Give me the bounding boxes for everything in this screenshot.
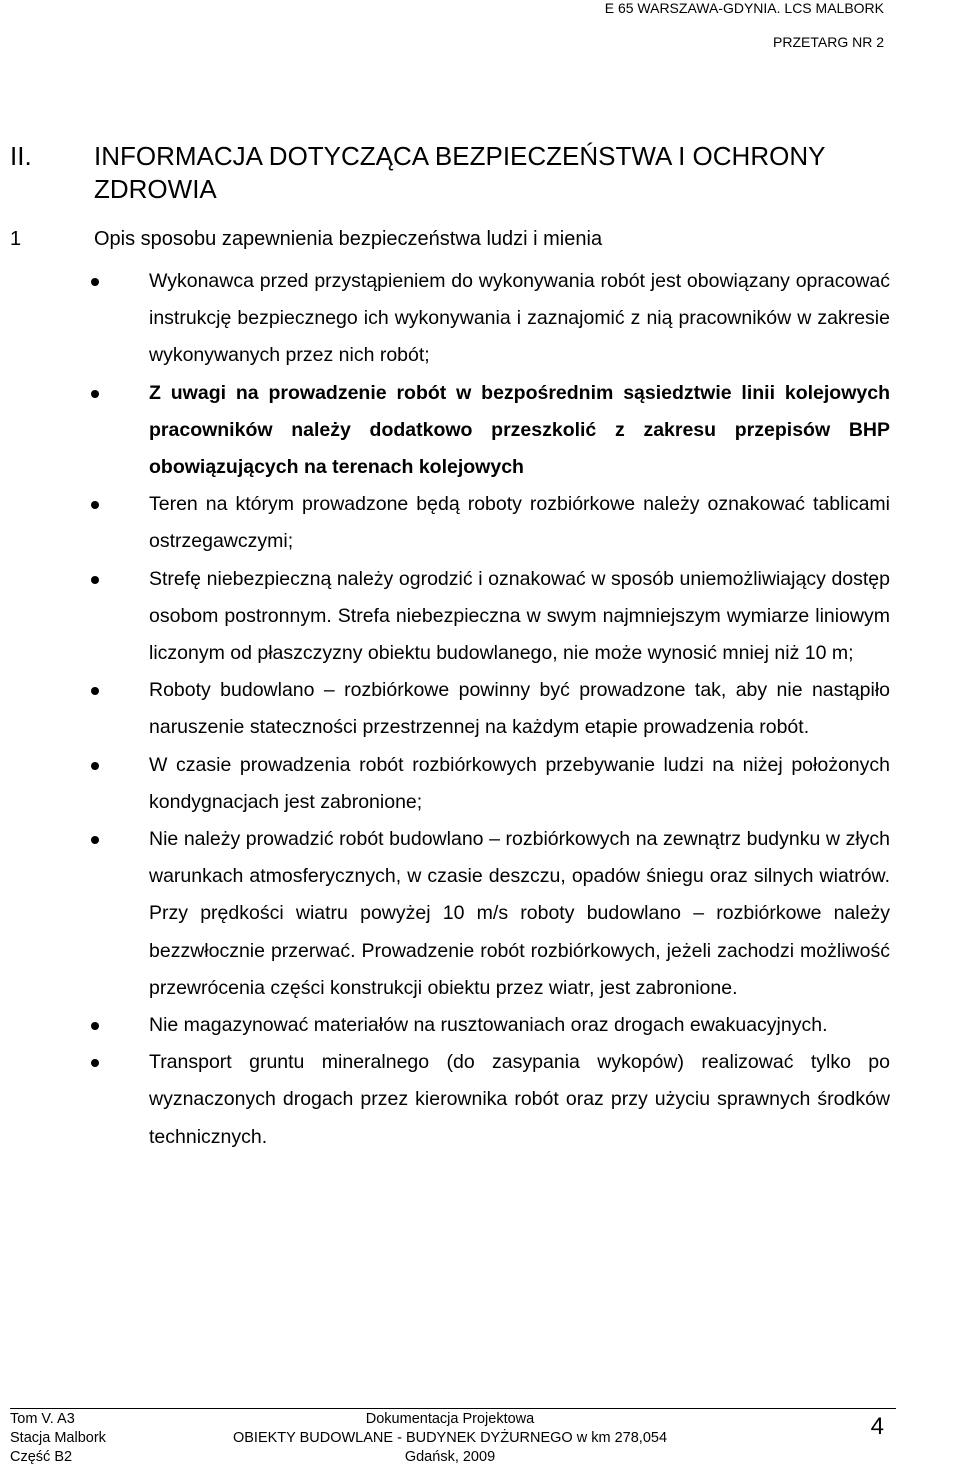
list-item-text: Z uwagi na prowadzenie robót w bezpośrednim sąsiedztwie linii kolejowych pracowników należy dodatkowo przeszkolić z zakresu przepisów BHP obowiązujących na terenach kolejowych [149,381,890,479]
subsection-number: 1 [10,228,22,250]
footer-volume: Tom V. A3 [10,1411,75,1427]
page-footer [10,1408,896,1466]
section-title: INFORMACJA DOTYCZĄCA BEZPIECZEŃSTWA I OCHRONY ZDROWIA [94,141,825,204]
bullet-icon [91,390,99,398]
bullet-icon [91,687,99,695]
list-item [0,263,890,375]
bullet-icon [91,576,99,584]
list-item [0,1007,890,1044]
footer-divider [10,1408,896,1409]
bullet-icon [91,278,99,286]
list-item-text: Nie należy prowadzić robót budowlano – rozbiórkowych na zewnątrz budynku w złych warunkach atmosferycznych, w czasie deszczu, opadów śniegu oraz silnych wiatrów. Przy prędkości wiatru powyżej 10 m/s roboty budowlano – rozbiórkowe należy bezzwłocznie przerwać. Prowadzenie robót rozbiórkowych, jeżeli zachodzi możliwość przewrócenia części konstrukcji obiektu przez wiatr, jest zabronione. [149,828,890,999]
list-item [0,821,890,1007]
footer-doc-type: Dokumentacja Projektowa [365,1411,535,1427]
bullet-icon [91,1059,99,1067]
bullet-icon [91,836,99,844]
header-tender: PRZETARG NR 2 [773,34,884,50]
page-number: 4 [870,1413,884,1440]
list-item-text: Nie magazynować materiałów na rusztowaniach oraz drogach ewakuacyjnych. [149,1014,828,1037]
bullet-icon [91,501,99,509]
list-item-text: Wykonawca przed przystąpieniem do wykonywania robót jest obowiązany opracować instrukcję bezpiecznego ich wykonywania i zaznajomić z nią pracowników w zakresie wykonywanych przez nich robót; [149,270,890,367]
subsection-title: Opis sposobu zapewnienia bezpieczeństwa ludzi i mienia [94,228,603,250]
list-item [0,1044,890,1156]
header-project: E 65 WARSZAWA-GDYNIA. LCS MALBORK [604,0,884,16]
bullet-icon [91,1022,99,1030]
list-item [0,747,890,821]
list-item [0,375,890,487]
footer-place-date: Gdańsk, 2009 [404,1449,496,1465]
footer-station: Stacja Malbork [10,1430,106,1446]
list-item-text: Strefę niebezpieczną należy ogrodzić i oznakować w sposób uniemożliwiający dostęp osobom postronnym. Strefa niebezpieczna w swym najmniejszym wymiarze liniowym liczonym od płaszczyzny obiektu budowlanego, nie może wynosić mniej niż 10 m; [149,567,890,665]
footer-object: OBIEKTY BUDOWLANE - BUDYNEK DYŻURNEGO w km 278,054 [232,1430,668,1446]
section-number: II. [10,141,32,171]
footer-center [10,1410,890,1467]
list-item-text: Transport gruntu mineralnego (do zasypania wykopów) realizować tylko po wyznaczonych drogach przez kierownika robót oraz przy użyciu sprawnych środków technicznych. [149,1051,890,1148]
list-item-text: Roboty budowlano – rozbiórkowe powinny być prowadzone tak, aby nie nastąpiło naruszenie stateczności przestrzennej na każdym etapie prowadzenia robót. [149,679,890,739]
list-item [0,561,890,673]
safety-rules-list [0,263,960,1156]
list-item [0,486,890,560]
list-item [0,672,890,746]
footer-part: Część B2 [10,1449,73,1465]
list-item-text: Teren na którym prowadzone będą roboty rozbiórkowe należy oznakować tablicami ostrzegawczymi; [149,493,890,553]
bullet-icon [91,762,99,770]
list-item-text: W czasie prowadzenia robót rozbiórkowych przebywanie ludzi na niżej położonych kondygnacjach jest zabronione; [149,753,890,813]
